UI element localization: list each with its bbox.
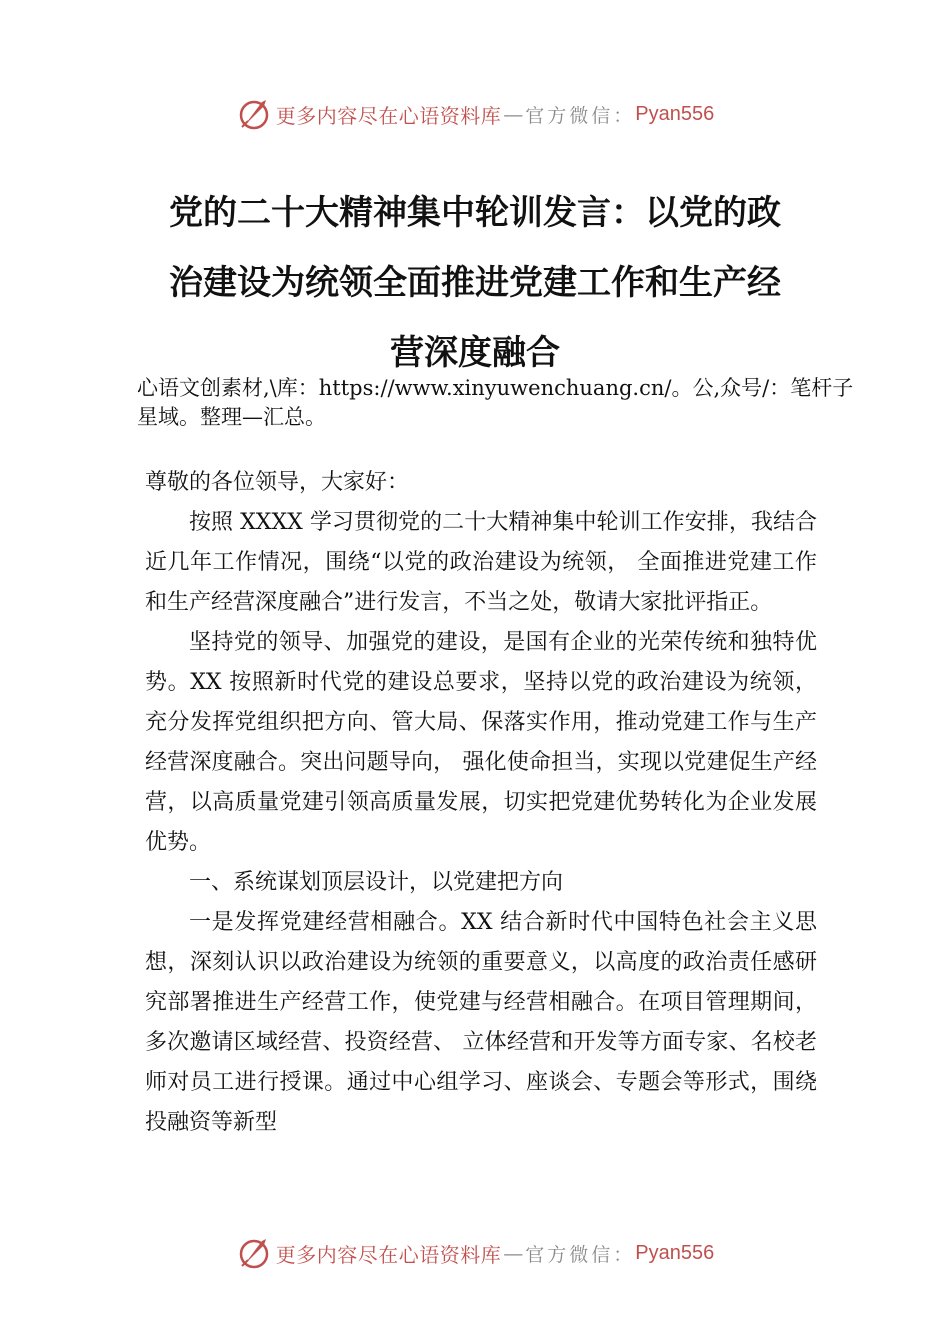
- document-body: [145, 463, 817, 1143]
- quill-pen-logo-icon: [236, 1235, 272, 1271]
- title-line: 治建设为统领全面推进党建工作和生产经: [169, 263, 781, 303]
- banner-wechat-id: Pyan556: [635, 1241, 715, 1264]
- title-line: 党的二十大精神集中轮训发言：以党的政: [169, 193, 781, 233]
- footer-banner: [0, 1233, 950, 1273]
- header-banner: [0, 94, 950, 134]
- salutation: 尊敬的各位领导，大家好：: [145, 470, 410, 495]
- source-note: 心语文创素材,\库：https://www.xinyuwenchuang.cn/。公,众号/：笔杆子星域。整理—汇总。: [137, 376, 854, 429]
- banner-brand: 更多内容尽在心语资料库: [275, 1242, 502, 1267]
- quill-pen-logo-icon: [236, 96, 272, 132]
- banner-wechat-label: 官方微信：: [525, 104, 636, 127]
- title-line: 营深度融合: [390, 333, 560, 373]
- banner-wechat-id: Pyan556: [635, 102, 715, 125]
- paragraph: 坚持党的领导、加强党的建设，是国有企业的光荣传统和独特优势。XX 按照新时代党的建设总要求，坚持以党的政治建设为统领，充分发挥党组织把方向、管大局、保落实作用，推动党建工作与生产经营深度融合。突出问题导向， 强化使命担当，实现以党建促生产经营，以高质量党建引领高质量发展，切实把党建优势转化为企业发展优势。: [145, 630, 817, 855]
- section-heading: 一、系统谋划顶层设计，以党建把方向: [189, 870, 564, 895]
- banner-brand: 更多内容尽在心语资料库: [275, 103, 502, 128]
- paragraph: 按照 XXXX 学习贯彻党的二十大精神集中轮训工作安排，我结合近几年工作情况，围绕“以党的政治建设为统领， 全面推进党建工作和生产经营深度融合”进行发言，不当之处，敬请大家批评指正。: [145, 510, 817, 615]
- banner-separator: —: [503, 102, 524, 126]
- banner-separator: —: [503, 1241, 524, 1265]
- document-title: [130, 178, 820, 388]
- banner-wechat-label: 官方微信：: [525, 1243, 636, 1266]
- paragraph: 一是发挥党建经营相融合。XX 结合新时代中国特色社会主义思想，深刻认识以政治建设为统领的重要意义，以高度的政治责任感研究部署推进生产经营工作，使党建与经营相融合。在项目管理期间，多次邀请区域经营、投资经营、 立体经营和开发等方面专家、名校老师对员工进行授课。通过中心组学习、座谈会、专题会等形式，围绕投融资等新型: [145, 910, 817, 1135]
